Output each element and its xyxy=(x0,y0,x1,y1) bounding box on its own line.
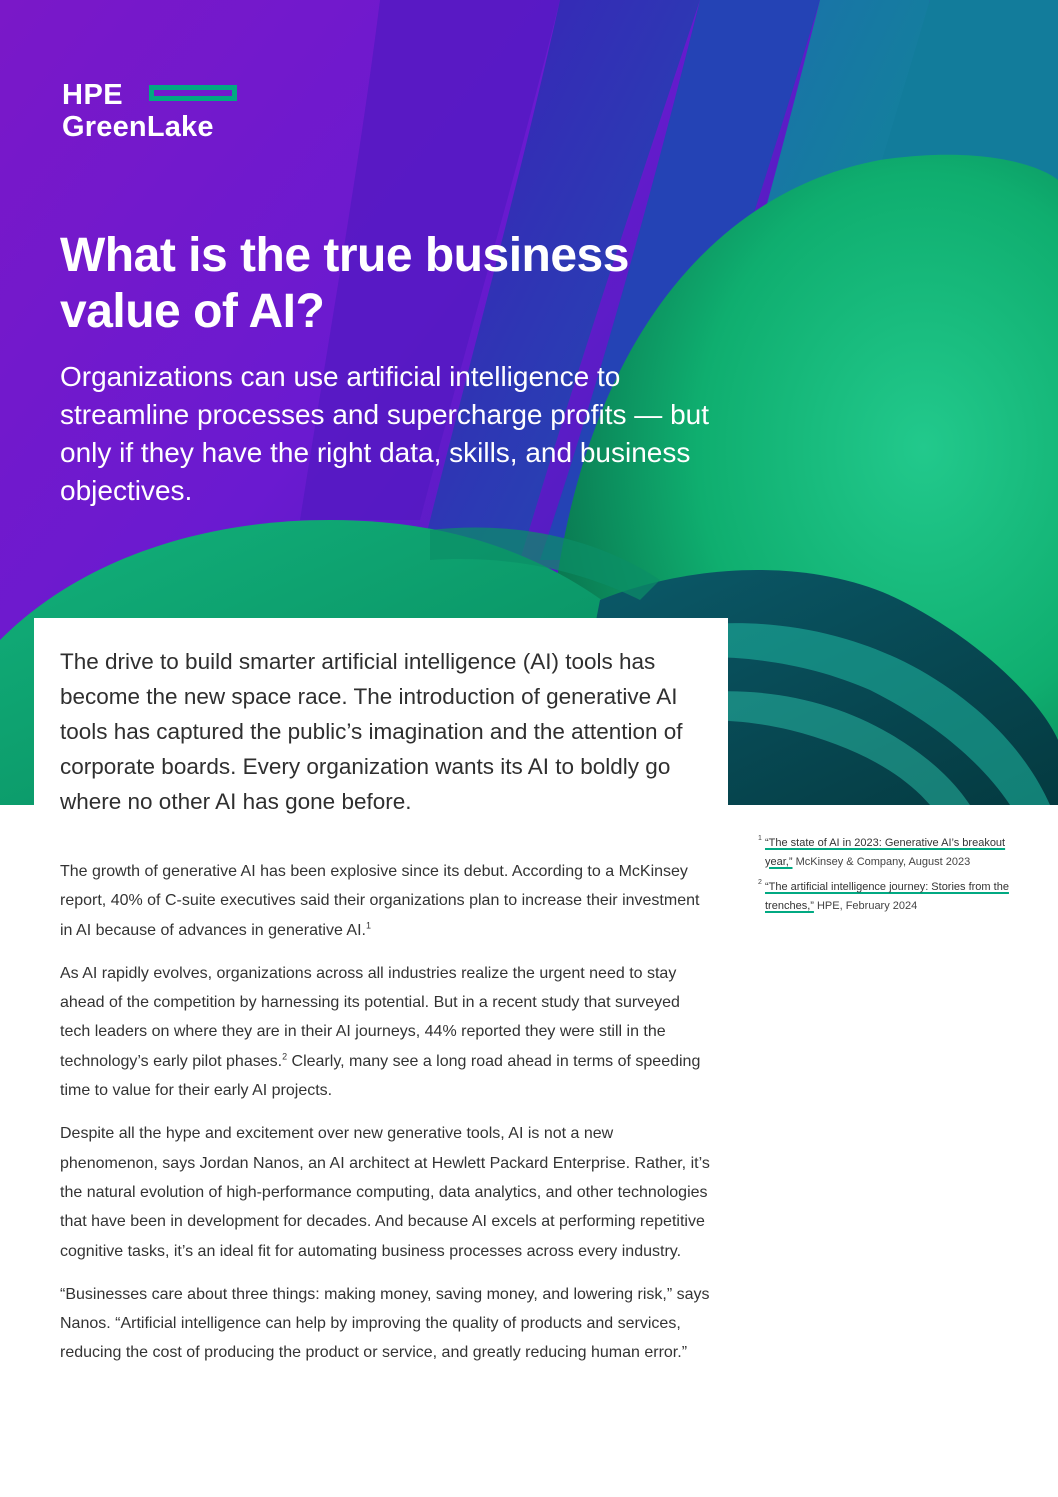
body-paragraph-2 xyxy=(60,959,710,1105)
page-subtitle: Organizations can use artificial intelligence to streamline processes and supercharge profits — but only if they have the right data, skills, and business objectives. xyxy=(60,361,709,506)
body-paragraph-2-text-a: As AI rapidly evolves, organizations across all industries realize the urgent need to stay ahead of the competition by harnessing its potential. But in a recent study that surveyed tech leaders on where they are in their AI journeys, 44% reported they were still in the technology’s early pilot phases. xyxy=(60,964,680,1070)
footnote-2-source: HPE, February 2024 xyxy=(813,899,918,912)
body-paragraph-2-text-b: Clearly, many see a long road ahead in terms of speeding time to value for their early AI projects. xyxy=(60,1052,701,1100)
footnote-2: 2 “The artificial intelligence journey: Stories from the trenches,” HPE, February 2024 xyxy=(758,879,1009,912)
body-paragraph-4: “Businesses care about three things: making money, saving money, and lowering risk,” says Nanos. “Artificial intelligence can help by improving the quality of products and services, reducing the cost of producing the product or service, and greatly reducing human error.” xyxy=(60,1285,710,1362)
hpe-greenlake-logo xyxy=(62,80,214,144)
intro-paragraph: The drive to build smarter artificial intelligence (AI) tools has become the new space race. The introduction of generative AI tools has captured the public’s imagination and the attention of corporate boards. Every organization wants its AI to boldly go where no other AI has gone before. xyxy=(60,649,683,814)
logo-greenlake-text: GreenLake xyxy=(62,111,214,143)
hpe-element-logo-mark xyxy=(149,85,237,101)
footnote-1-link[interactable]: “The state of AI in 2023: Generative AI’s breakout year,” xyxy=(765,837,1006,868)
footnote-1-source: McKinsey & Company, August 2023 xyxy=(792,855,971,868)
article-body xyxy=(60,857,710,1382)
footnote-ref-2[interactable]: 2 xyxy=(282,1051,288,1062)
footnotes xyxy=(758,834,1018,922)
footnote-1: 1 “The state of AI in 2023: Generative AI’s breakout year,” McKinsey & Company, August 2023 xyxy=(758,835,1006,868)
body-paragraph-3: Despite all the hype and excitement over new generative tools, AI is not a new phenomenon, says Jordan Nanos, an AI architect at Hewlett Packard Enterprise. Rather, it’s the natural evolution of high-performance computing, data analytics, and other technologies that have been in development for decades. And because AI excels at performing repetitive cognitive tasks, it’s an ideal fit for automating business processes across every industry. xyxy=(60,1125,710,1260)
page-title: What is the true business value of AI? xyxy=(60,229,629,338)
body-paragraph-1-text: The growth of generative AI has been explosive since its debut. According to a McKinsey report, 40% of C-suite executives said their organizations plan to increase their investment in AI because of advances in generative AI. xyxy=(60,863,700,939)
footnote-ref-1[interactable]: 1 xyxy=(365,920,371,931)
footnote-2-link[interactable]: “The artificial intelligence journey: Stories from the trenches,” xyxy=(765,881,1009,912)
body-paragraph-1 xyxy=(60,857,710,945)
logo-hpe-text: HPE xyxy=(62,79,124,111)
